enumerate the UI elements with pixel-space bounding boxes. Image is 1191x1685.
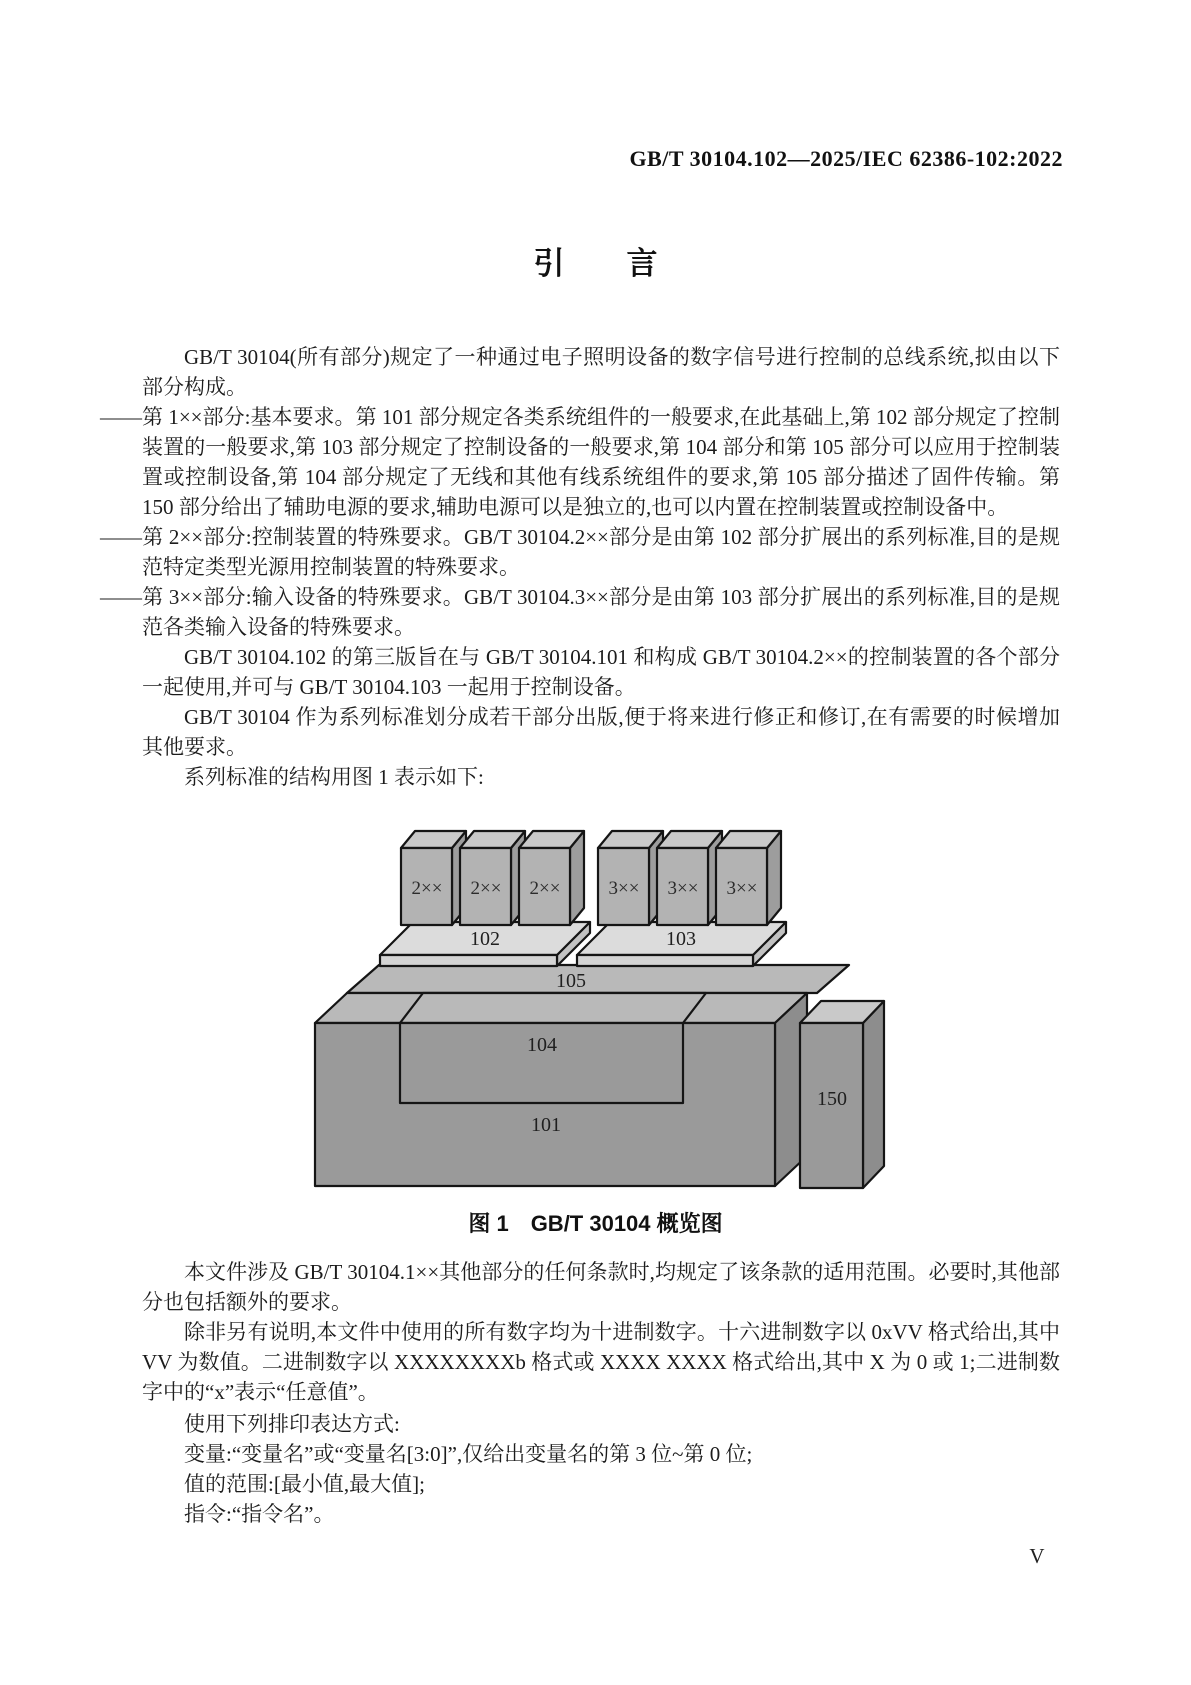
- figure-label-150: 150: [817, 1088, 847, 1110]
- figure-label-3xx: 3××: [608, 878, 640, 899]
- list-item-part-3xx: ——第 3××部分:输入设备的特殊要求。GB/T 30104.3××部分是由第 103 部分扩展出的系列标准,目的是规范各类输入设备的特殊要求。: [100, 585, 1060, 639]
- block-104-top: [400, 993, 706, 1023]
- paragraph: GB/T 30104(所有部分)规定了一种通过电子照明设备的数字信号进行控制的总线系统,拟由以下部分构成。: [142, 345, 1060, 399]
- paragraph: GB/T 30104.102 的第三版旨在与 GB/T 30104.101 和构成 GB/T 30104.2××的控制装置的各个部分一起使用,并可与 GB/T 30104.103 一起用于控制设备。: [142, 645, 1060, 699]
- figure-label-2xx: 2××: [411, 878, 443, 899]
- figure-label-3xx: 3××: [726, 878, 758, 899]
- figure-label-2xx: 2××: [529, 878, 561, 899]
- list-item-part-2xx: ——第 2××部分:控制装置的特殊要求。GB/T 30104.2××部分是由第 102 部分扩展出的系列标准,目的是规范特定类型光源用控制装置的特殊要求。: [100, 525, 1060, 579]
- figure-label-105: 105: [556, 970, 586, 992]
- paragraph: 除非另有说明,本文件中使用的所有数字均为十进制数字。十六进制数字以 0xVV 格式给出,其中 VV 为数值。二进制数字以 XXXXXXXXb 格式或 XXXX XXXX 格式给出,其中 X 为 0 或 1;二进制数字中的“x”表示“任意值”。: [142, 1320, 1060, 1404]
- list-item-part-1xx: ——第 1××部分:基本要求。第 101 部分规定各类系统组件的一般要求,在此基础上,第 102 部分规定了控制装置的一般要求,第 103 部分规定了控制设备的一般要求,第 104 部分和第 105 部分可以应用于控制装置或控制设备,第 104 部分规定了无线和其他有线系统组件的要求,第 105 部分描述了固件传输。第 150 部分给出了辅助电源的要求,辅助电源可以是独立的,也可以内置在控制装置或控制设备中。: [100, 405, 1060, 519]
- figure-label-2xx: 2××: [470, 878, 502, 899]
- block-150-side: [863, 1001, 884, 1188]
- figure-label-102: 102: [470, 928, 500, 950]
- block-105-top: [347, 965, 849, 993]
- paragraph-command-convention: 指令:“指令名”。: [184, 1502, 335, 1526]
- page-title: 引 言: [533, 246, 658, 281]
- figure-label-104: 104: [527, 1034, 557, 1056]
- paragraph: 使用下列排印表达方式:: [184, 1412, 400, 1436]
- paragraph-variable-convention: 变量:“变量名”或“变量名[3:0]”,仅给出变量名的第 3 位~第 0 位;: [184, 1442, 753, 1466]
- figure-1-overview-diagram: [280, 815, 900, 1200]
- figure-label-101: 101: [531, 1114, 561, 1136]
- intro-text-block: [100, 342, 1060, 792]
- isometric-block-diagram: [280, 815, 900, 1200]
- figure-label-103: 103: [666, 928, 696, 950]
- paragraph: 本文件涉及 GB/T 30104.1××其他部分的任何条款时,均规定了该条款的适用范围。必要时,其他部分也包括额外的要求。: [142, 1260, 1060, 1314]
- page-number: V: [1029, 1544, 1045, 1568]
- paragraph: GB/T 30104 作为系列标准划分成若干部分出版,便于将来进行修正和修订,在有需要的时候增加其他要求。: [142, 705, 1060, 759]
- plate-103-front: [577, 955, 753, 966]
- figure-caption: 图 1 GB/T 30104 概览图: [468, 1211, 723, 1236]
- paragraph: 系列标准的结构用图 1 表示如下:: [184, 765, 484, 789]
- conventions-text-block: [142, 1257, 1060, 1529]
- figure-label-3xx: 3××: [667, 878, 699, 899]
- plate-102-front: [380, 955, 557, 966]
- paragraph-range-convention: 值的范围:[最小值,最大值];: [184, 1472, 425, 1496]
- running-header: GB/T 30104.102—2025/IEC 62386-102:2022: [629, 146, 1063, 171]
